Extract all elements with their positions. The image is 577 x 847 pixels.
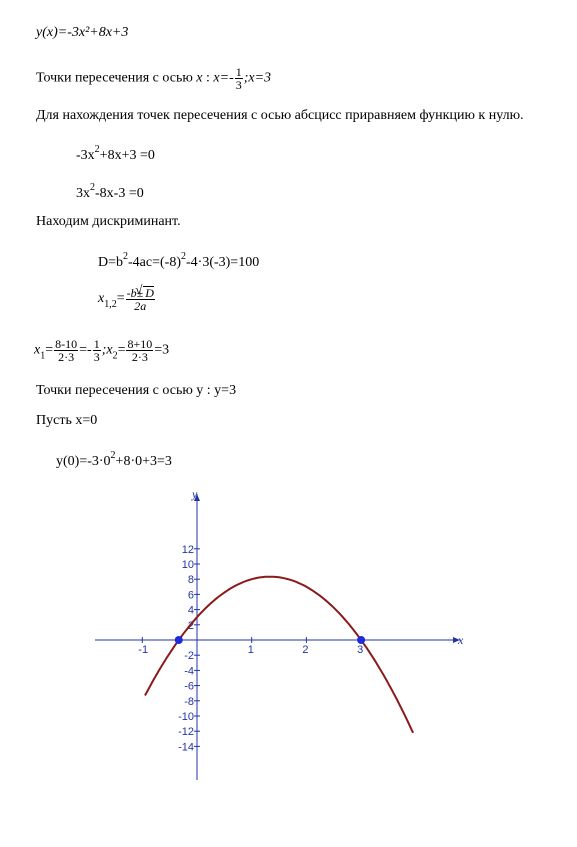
y-tick-label: -6	[184, 680, 194, 693]
axes	[95, 487, 464, 780]
y-tick-label: 6	[187, 589, 194, 602]
y-at-zero: $y(0)=-3\cdot 0^2+8\cdot 0+3=3$	[56, 450, 172, 469]
x-tick-label: -1	[138, 644, 149, 656]
method-text: Для нахождения точек пересечения с осью абсцисс приравняем функцию к нулю.	[36, 108, 524, 123]
y-tick-label: -14	[178, 741, 194, 754]
discriminant-text: Находим дискриминант.	[36, 214, 181, 229]
intersection-point	[175, 636, 183, 644]
let-x-zero: Пусть x=0	[36, 413, 98, 428]
function-definition: y(x)=-3x²+8x+3	[36, 25, 129, 40]
x-tick-label: 1	[247, 644, 254, 656]
roots-values: $x_1=$ $\frac{8-10}{2\cdot 3}$ =- $\frac{1}{3}$ $;x_2=$ $\frac{8+10}{2\cdot 3}$ =3	[34, 337, 170, 364]
x-tick-label: 3	[357, 644, 364, 656]
y-tick-label: 12	[181, 543, 194, 556]
discriminant-equation: $D=b^2-4ac=(-8)^2-4\cdot 3(-3)=100$	[98, 251, 260, 270]
y-tick-label: -2	[184, 650, 194, 663]
equation-1: $-3x^2+8x+3 =0$	[76, 144, 155, 163]
y-tick-label: 4	[187, 604, 194, 617]
roots-formula: $x_{1,2}=$ $\frac{-b\pm√ D}{2a}$	[98, 286, 156, 312]
equation-2: $3x^2-8x-3 =0$	[76, 182, 144, 201]
y-tick-label: -8	[184, 695, 194, 708]
parabola-graph	[0, 480, 577, 780]
y-axis-label: y	[192, 487, 198, 501]
x-axis-label: x	[458, 633, 464, 647]
y-tick-label: 8	[187, 574, 194, 587]
intersection-point	[357, 636, 365, 644]
x-intersection-line: Точки пересечения с осью x : x=- $\frac{1}{3}$ ;x=3	[36, 65, 272, 92]
y-tick-label: -10	[178, 711, 194, 723]
y-tick-label: 10	[181, 559, 194, 571]
y-tick-label: 2	[187, 619, 194, 632]
y-intersection-line: Точки пересечения с осью y : y=3	[36, 383, 237, 398]
y-tick-label: -12	[178, 726, 194, 739]
y-tick-label: -4	[184, 665, 194, 678]
x-tick-label: 2	[302, 644, 309, 656]
